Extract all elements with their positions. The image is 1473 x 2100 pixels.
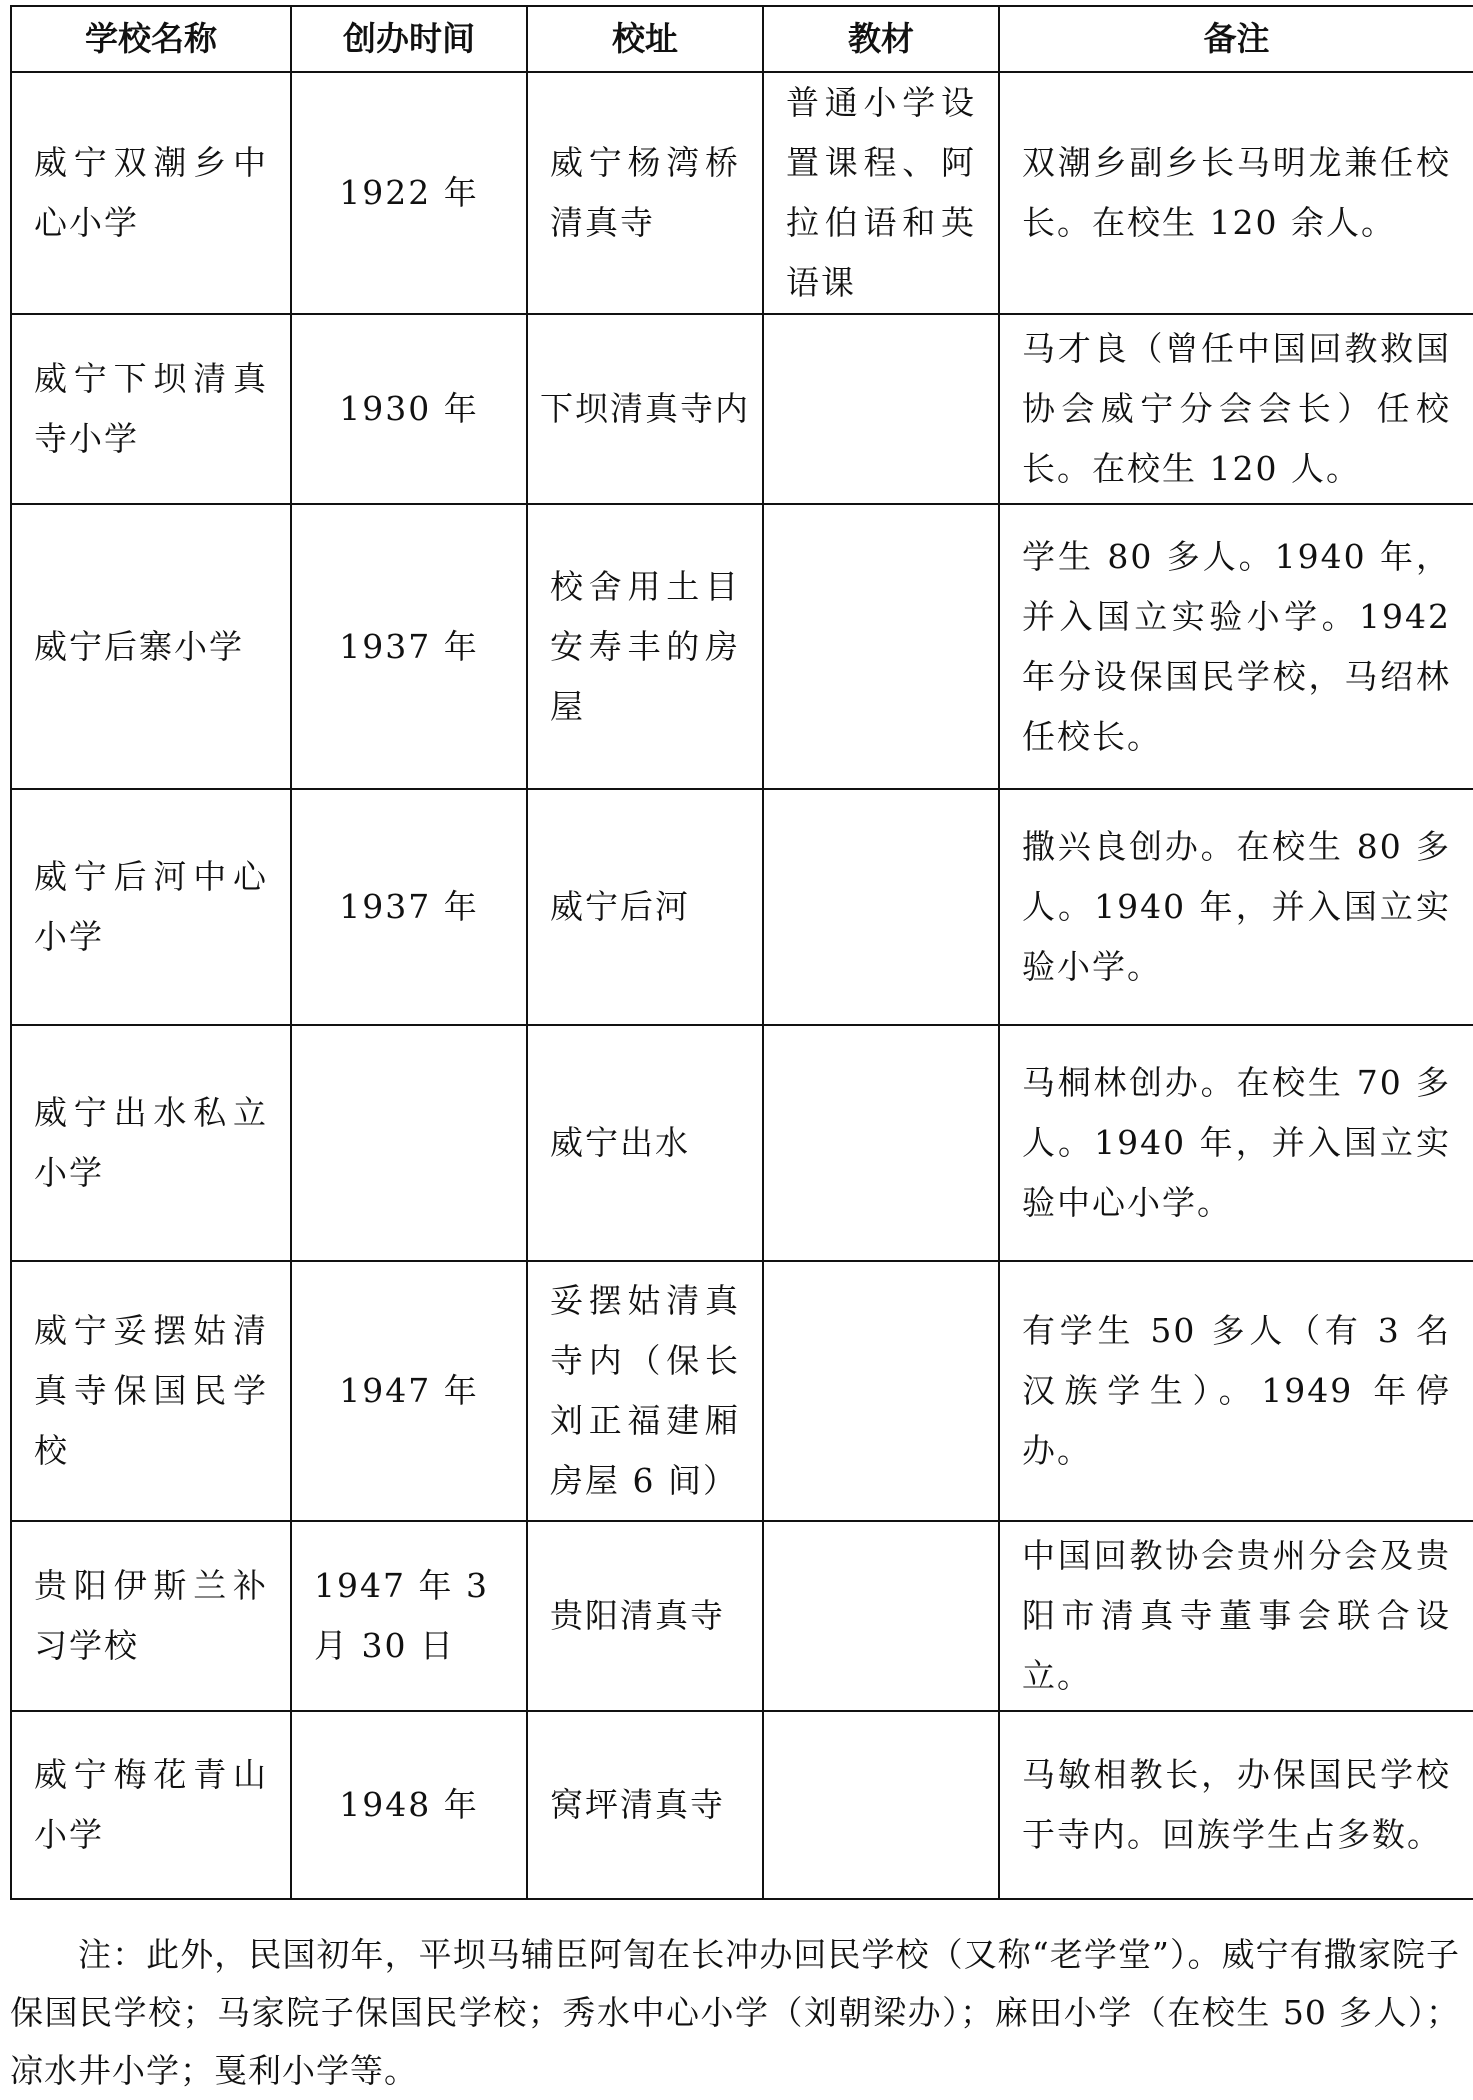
cell-site <box>527 314 763 504</box>
cell-site <box>527 789 763 1025</box>
cell-site <box>527 1521 763 1711</box>
table-header-row <box>11 6 1473 72</box>
cell-material <box>763 1261 999 1521</box>
header-site: 校址 <box>527 6 763 72</box>
remarks-text: 撒兴良创办。在校生 80 多人。1940 年，并入国立实验小学。 <box>1022 827 1451 986</box>
table-row <box>11 1521 1473 1711</box>
table-row <box>11 1025 1473 1261</box>
school-name-text: 威宁双潮乡中心小学 <box>34 143 268 242</box>
cell-material <box>763 1521 999 1711</box>
cell-site <box>527 1711 763 1899</box>
cell-material <box>763 72 999 314</box>
founded-text: 1947 年 <box>339 1371 479 1410</box>
cell-site <box>527 72 763 314</box>
table-row <box>11 504 1473 789</box>
cell-remarks <box>999 789 1473 1025</box>
school-name-text: 威宁妥摆姑清真寺保国民学校 <box>34 1311 268 1470</box>
cell-material <box>763 1711 999 1899</box>
cell-founded <box>291 1521 527 1711</box>
cell-material <box>763 504 999 789</box>
cell-school-name <box>11 1261 291 1521</box>
remarks-text: 中国回教协会贵州分会及贵阳市清真寺董事会联合设立。 <box>1022 1536 1451 1695</box>
cell-school-name <box>11 1025 291 1261</box>
cell-founded <box>291 314 527 504</box>
header-founded: 创办时间 <box>291 6 527 72</box>
cell-school-name <box>11 1521 291 1711</box>
cell-founded <box>291 72 527 314</box>
cell-site <box>527 504 763 789</box>
remarks-text: 学生 80 多人。1940 年，并入国立实验小学。1942 年分设保国民学校，马绍林任校长。 <box>1022 536 1451 756</box>
table-footnote: 注：此外，民国初年，平坝马辅臣阿訇在长冲办回民学校（又称“老学堂”）。威宁有撒家院子保国民学校；马家院子保国民学校；秀水中心小学（刘朝梁办）；麻田小学（在校生 50 多人）；凉水井小学；戛利小学等。 <box>10 1935 1460 2090</box>
cell-remarks <box>999 1711 1473 1899</box>
cell-remarks <box>999 1521 1473 1711</box>
table-row <box>11 789 1473 1025</box>
founded-text: 1937 年 <box>339 626 479 666</box>
founded-text: 1937 年 <box>339 887 479 926</box>
cell-founded <box>291 504 527 789</box>
cell-school-name <box>11 72 291 314</box>
cell-remarks <box>999 314 1473 504</box>
table-row <box>11 1261 1473 1521</box>
school-name-text: 威宁下坝清真寺小学 <box>34 359 268 458</box>
cell-remarks <box>999 1261 1473 1521</box>
school-name-text: 贵阳伊斯兰补习学校 <box>34 1566 268 1665</box>
cell-school-name <box>11 504 291 789</box>
cell-founded <box>291 1711 527 1899</box>
site-text: 威宁出水 <box>550 1123 690 1162</box>
founded-text: 1930 年 <box>339 389 479 428</box>
schools-table <box>10 5 1473 1900</box>
school-name-text: 威宁后河中心小学 <box>34 857 268 956</box>
cell-site <box>527 1261 763 1521</box>
cell-remarks <box>999 1025 1473 1261</box>
cell-school-name <box>11 789 291 1025</box>
site-text: 妥摆姑清真寺内（保长刘正福建厢房屋 6 间） <box>550 1281 740 1500</box>
header-material: 教材 <box>763 6 999 72</box>
school-name-text: 威宁后寨小学 <box>34 626 244 666</box>
cell-school-name <box>11 1711 291 1899</box>
cell-material <box>763 314 999 504</box>
site-text: 威宁杨湾桥清真寺 <box>550 143 740 242</box>
remarks-text: 马才良（曾任中国回教救国协会威宁分会会长）任校长。在校生 120 人。 <box>1022 329 1451 488</box>
site-text: 窝坪清真寺 <box>550 1785 725 1824</box>
table-row <box>11 314 1473 504</box>
cell-school-name <box>11 314 291 504</box>
header-remarks: 备注 <box>999 6 1473 72</box>
cell-material <box>763 789 999 1025</box>
site-text: 校舍用土目安寿丰的房屋 <box>550 566 740 726</box>
site-text: 威宁后河 <box>550 887 690 926</box>
school-name-text: 威宁梅花青山小学 <box>34 1755 268 1854</box>
table-row <box>11 72 1473 314</box>
founded-text: 1922 年 <box>339 173 479 212</box>
cell-remarks <box>999 504 1473 789</box>
school-name-text: 威宁出水私立小学 <box>34 1093 268 1192</box>
site-text: 贵阳清真寺 <box>550 1596 725 1635</box>
founded-text: 1947 年 3 月 30 日 <box>314 1566 489 1665</box>
cell-founded <box>291 1025 527 1261</box>
material-text: 普通小学设置课程、阿拉伯语和英语课 <box>786 83 976 302</box>
table-row <box>11 1711 1473 1899</box>
site-text: 下坝清真寺内 <box>540 389 750 428</box>
remarks-text: 马桐林创办。在校生 70 多人。1940 年，并入国立实验中心小学。 <box>1022 1063 1451 1222</box>
cell-founded <box>291 1261 527 1521</box>
header-school-name: 学校名称 <box>11 6 291 72</box>
cell-founded <box>291 789 527 1025</box>
cell-material <box>763 1025 999 1261</box>
founded-text: 1948 年 <box>339 1785 479 1824</box>
cell-site <box>527 1025 763 1261</box>
cell-remarks <box>999 72 1473 314</box>
remarks-text: 双潮乡副乡长马明龙兼任校长。在校生 120 余人。 <box>1022 143 1451 242</box>
remarks-text: 马敏相教长，办保国民学校于寺内。回族学生占多数。 <box>1022 1755 1451 1854</box>
remarks-text: 有学生 50 多人（有 3 名汉族学生）。1949 年停办。 <box>1022 1311 1451 1470</box>
